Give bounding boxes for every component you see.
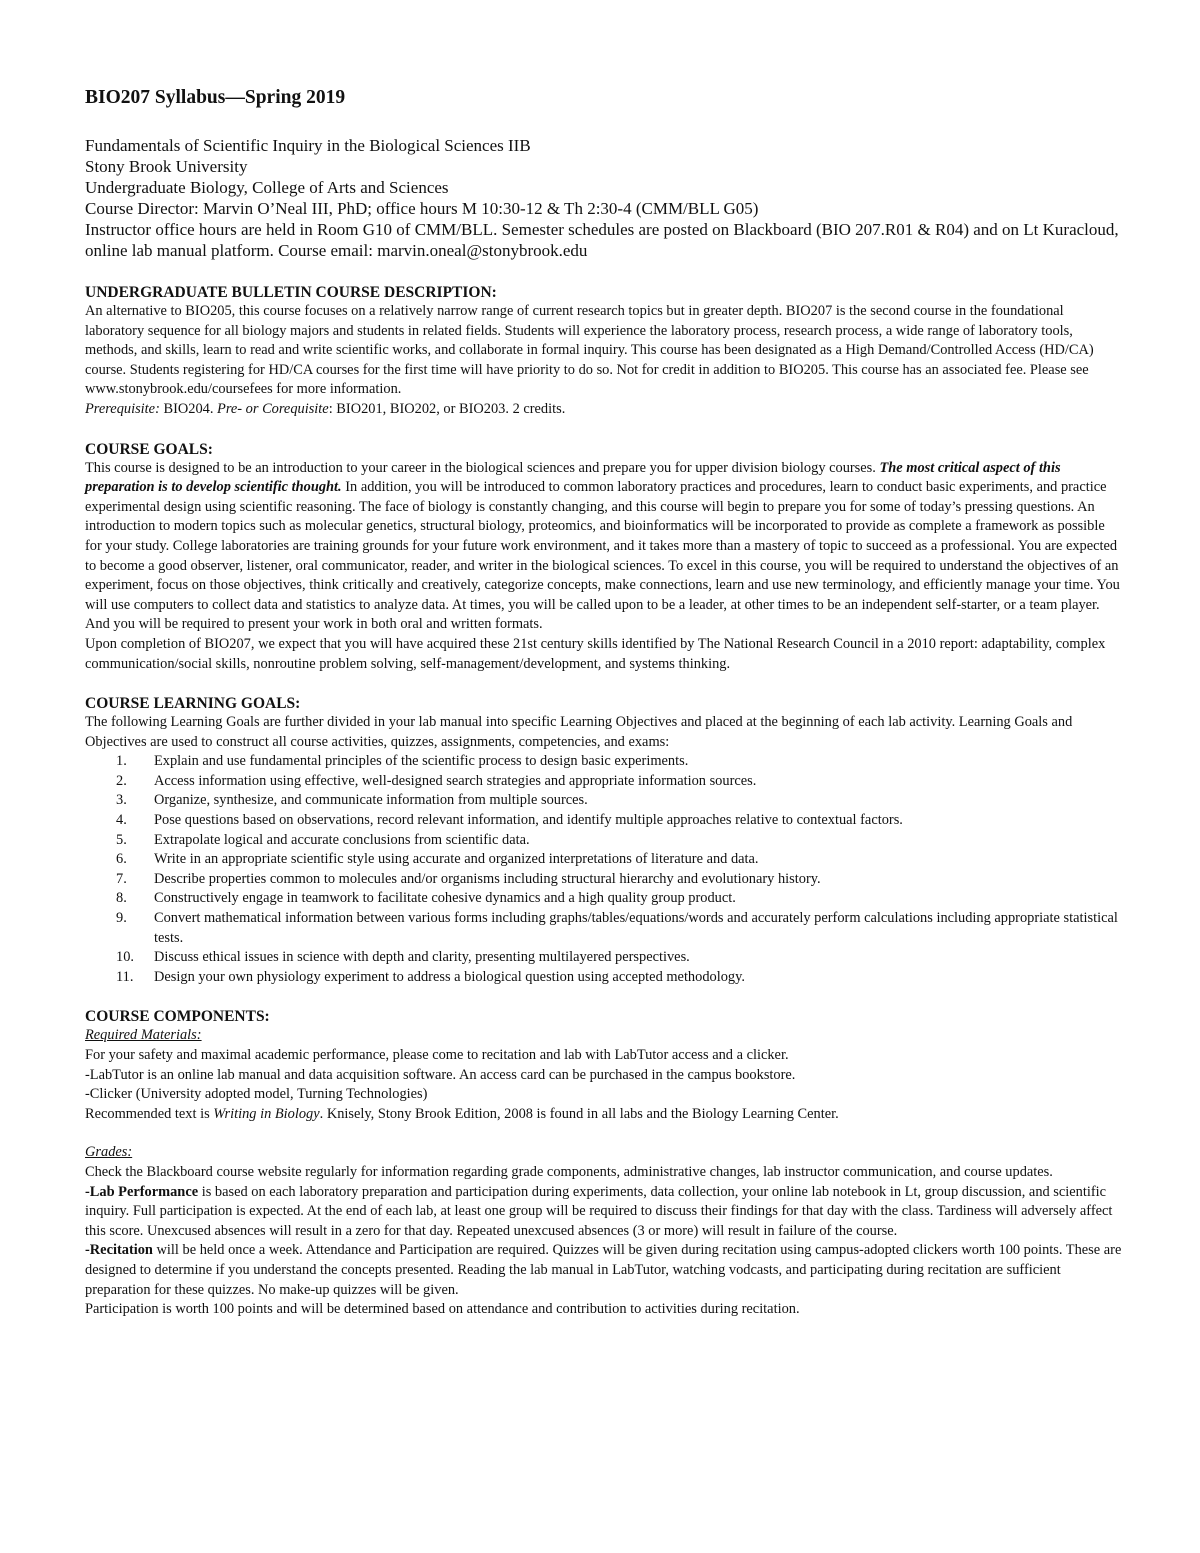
recitation-text: will be held once a week. Attendance and Participation are required. Quizzes will be given during recitation using campus-adopted clickers worth 100 points. These are designed to determine if you understand the concepts presented. Reading the lab manual in LabTutor, watching vodcasts, and participating during recitation are sufficient preparation for these quizzes. No make-up quizzes will be given. xyxy=(85,1242,1122,1298)
recommended-text-prefix: Recommended text is xyxy=(85,1105,214,1122)
course-header xyxy=(85,135,1125,261)
list-item-text: Describe properties common to molecules and/or organisms including structural hierarchy and evolutionary history. xyxy=(154,870,821,887)
course-goals-completion: Upon completion of BIO207, we expect that you will have acquired these 21st century skills identified by The National Research Council in a 2010 report: adaptability, complex communication/social skills, nonroutine problem solving, self-management/development, and systems thinking. xyxy=(85,635,1106,672)
learning-goals-heading: COURSE LEARNING GOALS: xyxy=(85,695,301,713)
participation-line: Participation is worth 100 points and will be determined based on attendance and contribution to activities during recitation. xyxy=(85,1301,800,1318)
list-item-text: Convert mathematical information between various forms including graphs/tables/equations/words and accurately perform calculations including appropriate statistical tests. xyxy=(154,910,1118,946)
learning-goals-intro: The following Learning Goals are further divided in your lab manual into specific Learning Objectives and placed at the beginning of each lab activity. Learning Goals and Objectives are used to construct all course activities, quizzes, assignments, competencies, and exams: xyxy=(85,714,1073,750)
list-item-text: Constructively engage in teamwork to facilitate cohesive dynamics and a high quality group product. xyxy=(154,890,736,907)
list-item xyxy=(85,909,1125,948)
lab-performance-text: is based on each laboratory preparation and participation during experiments, data collection, your online lab notebook in Lt, group discussion, and scientific inquiry. Full participation is expected. At the end of each lab, at least one group will be required to discuss their findings for that day with the class. Tardiness will adversely affect this score. Unexcused absences will result in a zero for that day. Repeated unexcused absences (3 or more) will result in failure of the course. xyxy=(85,1183,1113,1239)
recommended-text-title: Writing in Biology xyxy=(213,1105,320,1122)
syllabus-page xyxy=(85,86,1125,1320)
list-item xyxy=(85,752,1125,772)
department-name: Undergraduate Biology, College of Arts and Sciences xyxy=(85,178,449,197)
materials-line: -Clicker (University adopted model, Turning Technologies) xyxy=(85,1086,428,1103)
list-item-text: Design your own physiology experiment to address a biological question using accepted methodology. xyxy=(154,968,745,985)
materials-line: For your safety and maximal academic performance, please come to recitation and lab with LabTutor access and a clicker. xyxy=(85,1047,789,1063)
list-item-text: Pose questions based on observations, record relevant information, and identify multiple approaches relative to contextual factors. xyxy=(154,812,903,829)
list-item-number: 9. xyxy=(116,910,127,927)
course-goals-text-a: This course is designed to be an introduction to your career in the biological sciences and prepare you for upper division biology courses. xyxy=(85,459,880,476)
learning-goals-list xyxy=(85,752,1125,987)
recommended-text-line xyxy=(85,1105,1125,1125)
course-goals-heading: COURSE GOALS: xyxy=(85,440,213,458)
university-name: Stony Brook University xyxy=(85,157,248,176)
list-item xyxy=(85,772,1125,792)
prerequisite-value: BIO204. xyxy=(159,400,218,417)
recitation-paragraph xyxy=(85,1241,1125,1300)
recommended-text-suffix: . Knisely, Stony Brook Edition, 2008 is found in all labs and the Biology Learning Center. xyxy=(319,1105,839,1122)
list-item-number: 5. xyxy=(116,831,127,848)
corequisite-value: : BIO201, BIO202, or BIO203. 2 credits. xyxy=(328,400,566,417)
list-item xyxy=(85,811,1125,831)
instructor-office-hours: Instructor office hours are held in Room G10 of CMM/BLL. Semester schedules are posted on Blackboard (BIO 207.R01 & R04) and on Lt Kuracloud, online lab manual platform. Course email: marvin.oneal@stonybrook.edu xyxy=(85,220,1119,260)
required-materials-label: Required Materials: xyxy=(85,1027,202,1044)
page-title: BIO207 Syllabus—Spring 2019 xyxy=(85,87,346,108)
course-director: Course Director: Marvin O’Neal III, PhD; office hours M 10:30-12 & Th 2:30-4 (CMM/BLL G05) xyxy=(85,199,759,218)
list-item xyxy=(85,791,1125,811)
list-item-number: 8. xyxy=(116,890,127,907)
recitation-label: -Recitation xyxy=(85,1242,153,1259)
list-item-number: 10. xyxy=(116,949,134,966)
list-item-text: Discuss ethical issues in science with depth and clarity, presenting multilayered perspectives. xyxy=(154,949,690,966)
list-item-number: 2. xyxy=(116,772,127,789)
materials-line: -LabTutor is an online lab manual and data acquisition software. An access card can be purchased in the campus bookstore. xyxy=(85,1066,796,1083)
list-item xyxy=(85,831,1125,851)
list-item xyxy=(85,948,1125,968)
list-item-text: Extrapolate logical and accurate conclusions from scientific data. xyxy=(154,831,530,848)
bulletin-description: An alternative to BIO205, this course focuses on a relatively narrow range of current research topics but in greater depth. BIO207 is the second course in the foundational laboratory sequence for all biology majors and students in related fields. Students will experience the laboratory process, research process, a wide range of laboratory tools, methods, and skills, learn to read and write scientific works, and collaborate in formal inquiry. This course has been designated as a High Demand/Controlled Access (HD/CA) course. Students registering for HD/CA courses for the first time will have priority to do so. Not for credit in addition to BIO205. This course has an associated fee. Please see www.stonybrook.edu/coursefees for more information. xyxy=(85,303,1094,398)
list-item-number: 11. xyxy=(116,968,134,985)
list-item-text: Write in an appropriate scientific style using accurate and organized interpretations of literature and data. xyxy=(154,851,759,868)
list-item-text: Organize, synthesize, and communicate information from multiple sources. xyxy=(154,792,588,809)
course-goals-text-b: In addition, you will be introduced to common laboratory practices and procedures, learn to conduct basic experiments, and practice experimental design using scientific reasoning. The face of biology is constantly changing, and this course will begin to prepare you for some of today’s pressing questions. An introduction to modern topics such as molecular genetics, structural biology, proteomics, and bioinformatics will be incorporated to provide as complete a framework as possible for your study. College laboratories are training grounds for your future work environment, and it takes more than a mastery of topic to succeed as a professional. You are expected to become a good observer, listener, oral communicator, reader, and writer in the biological sciences. To excel in this course, you will be required to understand the objectives of an experiment, focus on those objectives, think critically and creatively, categorize concepts, make connections, learn and use new terminology, and efficiently manage your time. You will use computers to collect data and statistics to analyze data. At times, you will be called upon to be a leader, at other times to be an independent self-starter, or a team player. And you will be required to present your work in both oral and written formats. xyxy=(85,479,1120,633)
lab-performance-paragraph xyxy=(85,1183,1125,1242)
prerequisite-label: Prerequisite: xyxy=(85,400,160,417)
list-item-text: Explain and use fundamental principles of the scientific process to design basic experiments. xyxy=(154,753,689,770)
course-name: Fundamentals of Scientific Inquiry in the Biological Sciences IIB xyxy=(85,136,531,155)
list-item-text: Access information using effective, well-designed search strategies and appropriate information sources. xyxy=(154,772,757,789)
course-components-heading: COURSE COMPONENTS: xyxy=(85,1008,270,1026)
corequisite-label: Pre- or Corequisite xyxy=(217,400,329,417)
prerequisite-line xyxy=(85,400,1125,420)
bulletin-section xyxy=(85,283,1125,420)
list-item xyxy=(85,850,1125,870)
list-item-number: 3. xyxy=(116,792,127,809)
course-components-section xyxy=(85,1007,1125,1319)
list-item-number: 1. xyxy=(116,753,127,770)
learning-goals-section xyxy=(85,694,1125,987)
grades-intro: Check the Blackboard course website regularly for information regarding grade components, administrative changes, lab instructor communication, and course updates. xyxy=(85,1163,1053,1180)
course-goals-emphasis: The most critical aspect of this preparation is to develop scientific thought. xyxy=(85,459,1061,496)
list-item xyxy=(85,968,1125,988)
list-item-number: 6. xyxy=(116,851,127,868)
list-item xyxy=(85,870,1125,890)
list-item-number: 4. xyxy=(116,812,127,829)
course-goals-paragraph xyxy=(85,459,1125,635)
list-item xyxy=(85,889,1125,909)
list-item-number: 7. xyxy=(116,870,127,887)
lab-performance-label: -Lab Performance xyxy=(85,1183,199,1200)
bulletin-heading: UNDERGRADUATE BULLETIN COURSE DESCRIPTION: xyxy=(85,284,497,301)
course-goals-section xyxy=(85,440,1125,675)
grades-label: Grades: xyxy=(85,1144,133,1161)
